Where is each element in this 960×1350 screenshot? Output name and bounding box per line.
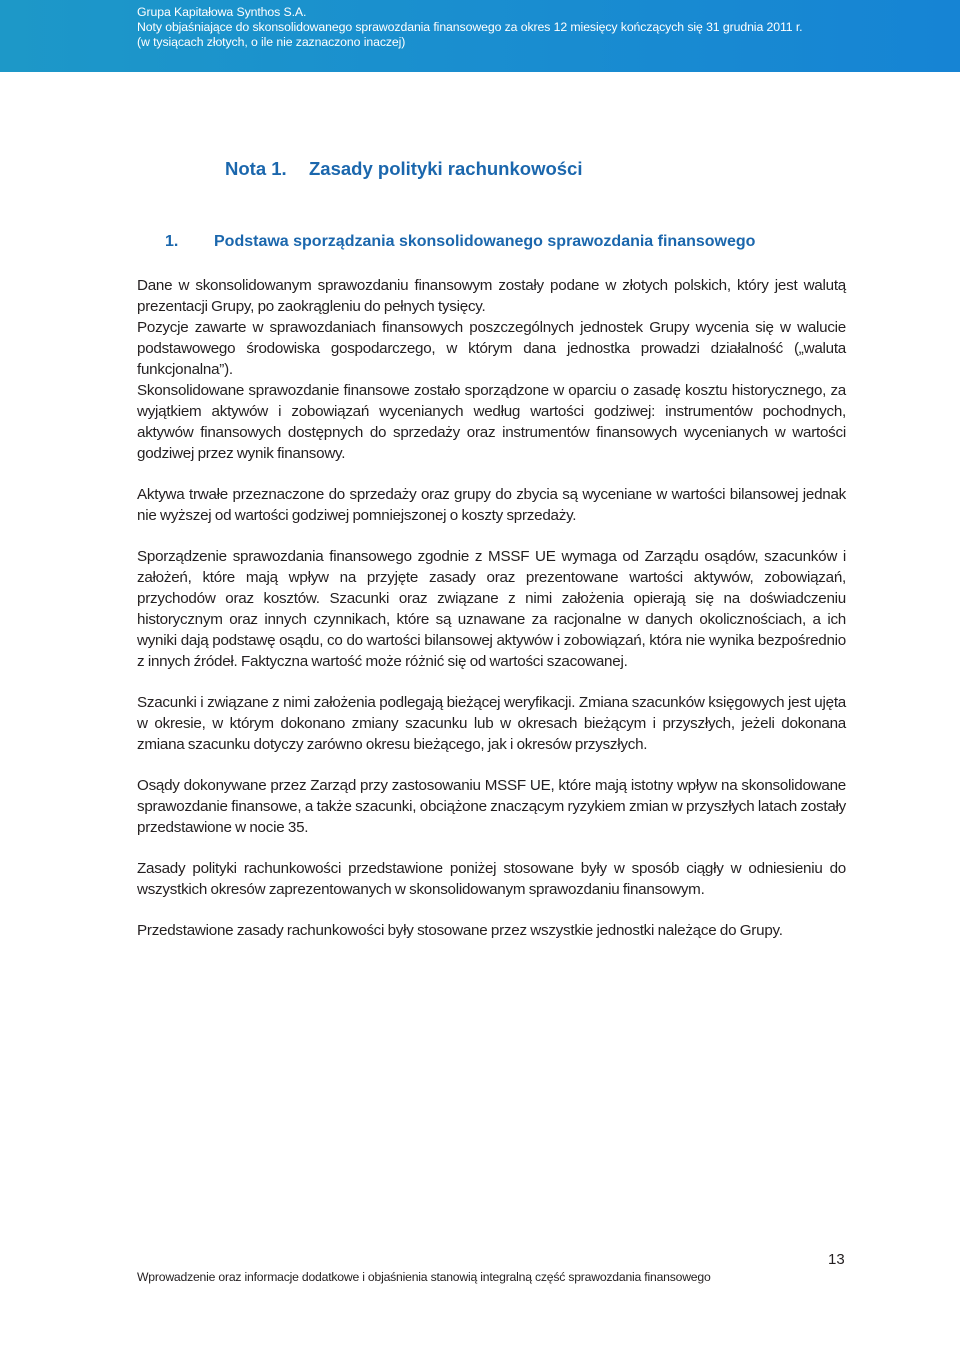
paragraph: Dane w skonsolidowanym sprawozdaniu finansowym zostały podane w złotych polskich, który jest walutą prezentacji Grupy, po zaokrągleniu do pełnych tysięcy.	[137, 277, 846, 315]
header-company-name: Grupa Kapitałowa Synthos S.A.	[137, 5, 307, 19]
paragraph: Szacunki i związane z nimi założenia podlegają bieżącej weryfikacji. Zmiana szacunków księgowych jest ujęta w okresie, w którym dokonano zmiany szacunku lub w okresach bieżącym i przyszłych, jeżeli dokonana zmiana szacunku dotyczy zarówno okresu bieżącego, jak i okresów przyszłych.	[137, 694, 846, 753]
header-document-title: Noty objaśniające do skonsolidowanego sprawozdania finansowego za okres 12 miesięcy kończących się 31 grudnia 2011 r.	[137, 20, 803, 34]
page-footer-text: Wprowadzenie oraz informacje dodatkowe i objaśnienia stanowią integralną część sprawozdania finansowego	[137, 1270, 711, 1284]
section-title: Podstawa sporządzania skonsolidowanego sprawozdania finansowego	[214, 233, 756, 250]
paragraph: Osądy dokonywane przez Zarząd przy zastosowaniu MSSF UE, które mają istotny wpływ na skonsolidowane sprawozdanie finansowe, a także szacunki, obciążone znaczącym ryzykiem zmian w przyszłych latach zostały przedstawione w nocie 35.	[137, 777, 846, 836]
page-header-text	[137, 5, 803, 50]
paragraph: Sporządzenie sprawozdania finansowego zgodnie z MSSF UE wymaga od Zarządu osądów, szacunków i założeń, które mają wpływ na przyjęte zasady oraz prezentowane wartości aktywów, zobowiązań, przychodów oraz kosztów. Szacunki oraz związane z nimi założenia opierają się na doświadczeniu historycznym oraz innych czynnikach, które są uznawane za racjonalne w danych okolicznościach, a ich wyniki dają podstawę osądu, co do wartości bilansowej aktywów i zobowiązań, która nie wynika bezpośrednio z innych źródeł. Faktyczna wartość może różnić się od wartości szacowanej.	[137, 548, 846, 670]
page-header-band	[0, 0, 960, 72]
paragraph: Zasady polityki rachunkowości przedstawione poniżej stosowane były w sposób ciągły w odniesieniu do wszystkich okresów zaprezentowanych w skonsolidowanym sprawozdaniu finansowym.	[137, 860, 846, 898]
note-title: Zasady polityki rachunkowości	[309, 158, 583, 179]
note-number: Nota 1.	[225, 158, 287, 179]
header-units-note: (w tysiącach złotych, o ile nie zaznaczono inaczej)	[137, 35, 406, 49]
paragraph: Przedstawione zasady rachunkowości były stosowane przez wszystkie jednostki należące do Grupy.	[137, 922, 783, 939]
document-body	[137, 275, 846, 941]
page-number: 13	[828, 1251, 845, 1268]
paragraph: Skonsolidowane sprawozdanie finansowe zostało sporządzone w oparciu o zasadę kosztu historycznego, za wyjątkiem aktywów i zobowiązań wycenianych według wartości godziwej: instrumentów pochodnych, aktywów finansowych dostępnych do sprzedaży oraz instrumentów finansowych wycenianych w wartości godziwej przez wynik finansowy.	[137, 382, 846, 462]
section-heading	[165, 233, 755, 251]
paragraph: Pozycje zawarte w sprawozdaniach finansowych poszczególnych jednostek Grupy wycenia się w walucie podstawowego środowiska gospodarczego, w którym dana jednostka prowadzi działalność („waluta funkcjonalna”).	[137, 319, 846, 378]
note-heading	[225, 158, 582, 180]
paragraph: Aktywa trwałe przeznaczone do sprzedaży oraz grupy do zbycia są wyceniane w wartości bilansowej jednak nie wyższej od wartości godziwej pomniejszonej o koszty sprzedaży.	[137, 486, 846, 524]
section-number: 1.	[165, 233, 179, 250]
